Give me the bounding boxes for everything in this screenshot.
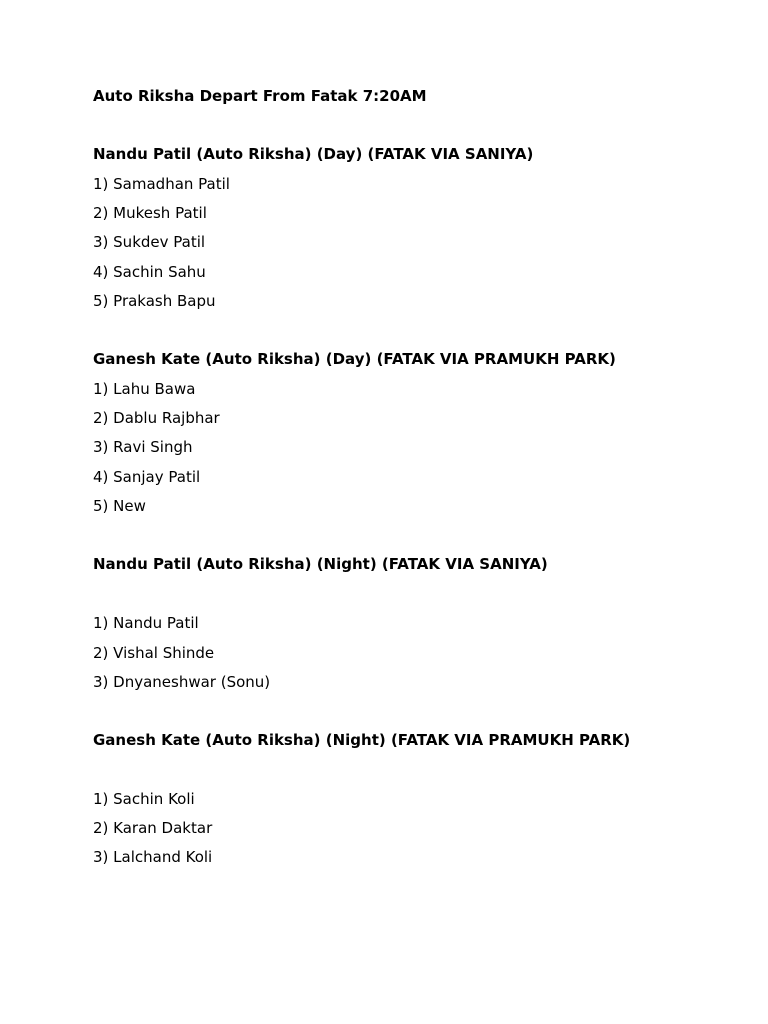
list-item: 3) Dnyaneshwar (Sonu): [93, 673, 271, 691]
list-item: 5) New: [93, 497, 146, 515]
list-item: 1) Sachin Koli: [93, 790, 195, 808]
list-item: 2) Dablu Rajbhar: [93, 409, 220, 427]
list-item: 2) Karan Daktar: [93, 819, 213, 837]
list-item: 3) Ravi Singh: [93, 438, 193, 456]
document-title: Auto Riksha Depart From Fatak 7:20AM: [93, 87, 427, 105]
list-item: 4) Sanjay Patil: [93, 468, 201, 486]
list-item: 3) Lalchand Koli: [93, 848, 213, 866]
list-item: 2) Vishal Shinde: [93, 644, 215, 662]
list-item: 1) Lahu Bawa: [93, 380, 196, 398]
list-item: 5) Prakash Bapu: [93, 292, 216, 310]
list-item: 1) Nandu Patil: [93, 614, 199, 632]
list-item: 4) Sachin Sahu: [93, 263, 206, 281]
group-heading-day-saniya: Nandu Patil (Auto Riksha) (Day) (FATAK VIA SANIYA): [93, 145, 534, 163]
list-item: 3) Sukdev Patil: [93, 233, 206, 251]
group-heading-night-pramukh-park: Ganesh Kate (Auto Riksha) (Night) (FATAK VIA PRAMUKH PARK): [93, 731, 631, 749]
list-item: 2) Mukesh Patil: [93, 204, 207, 222]
group-heading-night-saniya: Nandu Patil (Auto Riksha) (Night) (FATAK VIA SANIYA): [93, 555, 548, 573]
list-item: 1) Samadhan Patil: [93, 175, 230, 193]
group-heading-day-pramukh-park: Ganesh Kate (Auto Riksha) (Day) (FATAK VIA PRAMUKH PARK): [93, 350, 616, 368]
